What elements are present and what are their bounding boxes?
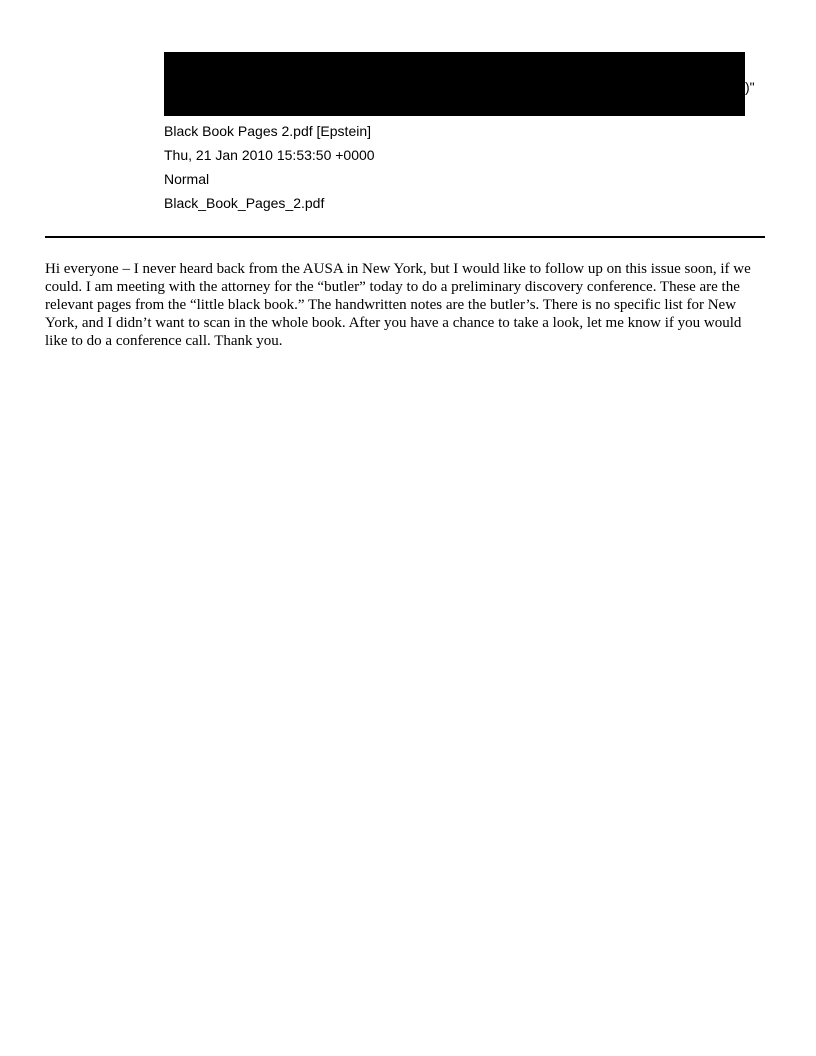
header-divider	[45, 236, 765, 238]
body-paragraph: Hi everyone – I never heard back from the AUSA in New York, but I would like to follow up on this issue soon, if we could. I am meeting with the attorney for the “butler” today to do a preliminary discovery conference. These are the relevant pages from the “little black book.” The handwritten notes are the butler’s. There is no specific list for New York, and I didn’t want to scan in the whole book. After you have a chance to take a look, let me know if you would like to do a conference call. Thank you.	[45, 261, 751, 349]
email-body	[45, 260, 767, 350]
importance-value: Normal	[164, 171, 210, 187]
subject-value: Black Book Pages 2.pdf [Epstein]	[164, 123, 372, 139]
attachments-value: Black_Book_Pages_2.pdf	[164, 195, 325, 211]
date-value: Thu, 21 Jan 2010 15:53:50 +0000	[164, 147, 375, 163]
to-trailing-text: )"	[745, 79, 755, 95]
redaction-block	[164, 52, 745, 116]
